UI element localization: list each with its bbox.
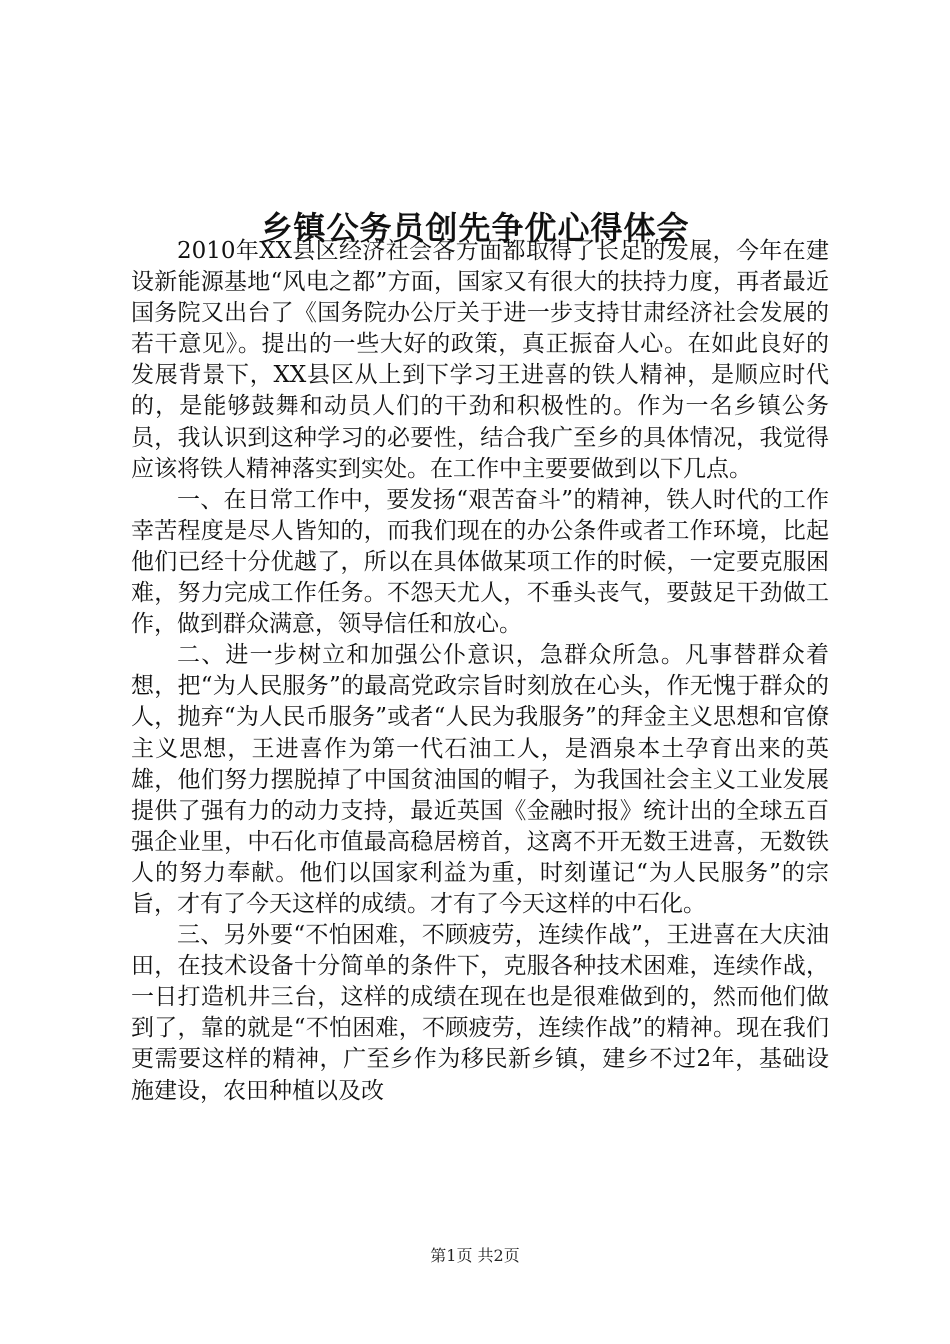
paragraph-intro: 2010年XX县区经济社会各方面都取得了长足的发展，今年在建设新能源基地“风电之都”方面，国家又有很大的扶持力度，再者最近国务院又出台了《国务院办公厅关于进一步支持甘肃经济社会发展的若干意见》。提出的一些大好的政策，真正振奋人心。在如此良好的发展背景下，XX县区从上到下学习王进喜的铁人精神，是顺应时代的，是能够鼓舞和动员人们的干劲和积极性的。作为一名乡镇公务员，我认识到这种学习的必要性，结合我广至乡的具体情况，我觉得应该将铁人精神落实到实处。在工作中主要要做到以下几点。 (131, 238, 829, 482)
document-body (131, 236, 829, 1107)
paragraph-point-1: 一、在日常工作中，要发扬“艰苦奋斗”的精神，铁人时代的工作幸苦程度是尽人皆知的，而我们现在的办公条件或者工作环境，比起他们已经十分优越了，所以在具体做某项工作的时候，一定要克服困难，努力完成工作任务。不怨天尤人，不垂头丧气，要鼓足干劲做工作，做到群众满意，领导信任和放心。 (131, 486, 829, 638)
paragraph-point-2: 二、进一步树立和加强公仆意识，急群众所急。凡事替群众着想，把“为人民服务”的最高党政宗旨时刻放在心头，作无愧于群众的人，抛弃“为人民币服务”或者“人民为我服务”的拜金主义思想和官僚主义思想，王进喜作为第一代石油工人，是酒泉本土孕育出来的英雄，他们努力摆脱掉了中国贫油国的帽子，为我国社会主义工业发展提供了强有力的动力支持，最近英国《金融时报》统计出的全球五百强企业里，中石化市值最高稳居榜首，这离不开无数王进喜，无数铁人的努力奉献。他们以国家利益为重，时刻谨记“为人民服务”的宗旨，才有了今天这样的成绩。才有了今天这样的中石化。 (131, 642, 829, 917)
page-number-footer: 第1页 共2页 (430, 1246, 520, 1265)
document-title: 乡镇公务员创先争优心得体会 (260, 209, 690, 248)
paragraph-point-3: 三、另外要“不怕困难，不顾疲劳，连续作战”，王进喜在大庆油田，在技术设备十分简单的条件下，克服各种技术困难，连续作战，一日打造机井三台，这样的成绩在现在也是很难做到的，然而他们做到了，靠的就是“不怕困难，不顾疲劳，连续作战”的精神。现在我们更需要这样的精神，广至乡作为移民新乡镇，建乡不过2年，基础设施建设，农田种植以及改 (131, 922, 829, 1104)
